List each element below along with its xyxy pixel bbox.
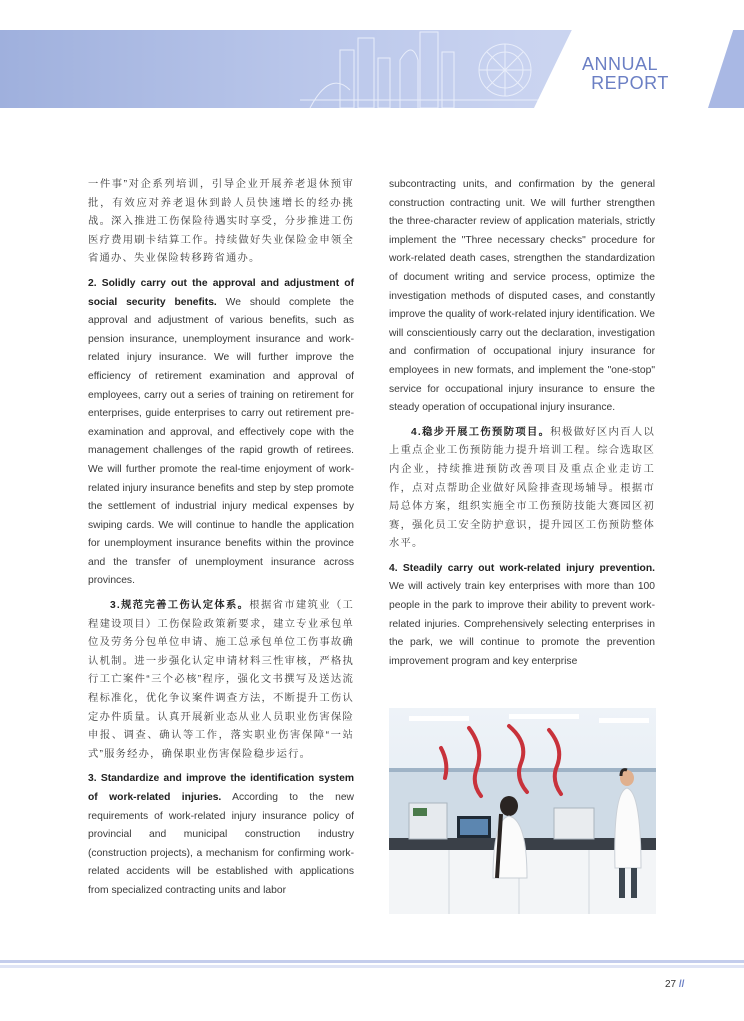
- section-heading-3-en: 3. Standardize and improve the identification system of work-related injuries.: [88, 773, 354, 803]
- page-number-value: 27: [665, 979, 677, 990]
- right-paragraph-en-1: subcontracting units, and confirmation by the general construction contracting unit. We will further strengthen the three-character review of application materials, strictly implement the "Three necessary checks" procedure for work-related death cases, strengthen the standardization of document writing and service process, optimize the investigation methods of disputed cases, and constantly improve the quality of work-related injury identification. We will conscientiously carry out the declaration, investigation and confirmation of occupational injury insurance for employees in new formats, and implement the "one-stop" service for occupational injury insurance to ensure the steady operation of occupational injury insurance.: [389, 179, 655, 414]
- footer-band: [0, 960, 744, 968]
- city-skyline-illustration: [300, 30, 560, 108]
- section-heading-2: 2. Solidly carry out the approval and adjustment of social security benefits.: [88, 277, 354, 308]
- right-paragraph-en-3: [389, 560, 655, 672]
- left-column: [88, 176, 354, 907]
- section-heading-4-zh: 4.稳步开展工伤预防项目。: [411, 426, 551, 438]
- left-paragraph-en-2: [88, 275, 354, 591]
- left-paragraph-zh-1: 一件事”对企系列培训，引导企业开展养老退休预审批，有效应对养老退休到龄人员快速增长的经办挑战。深入推进工伤保险待遇实时享受，分步推进工伤医疗费用刷卡结算工作。持续做好失业保险金申领全省通办、失业保险转移跨省通办。: [88, 179, 354, 265]
- section-heading-3-zh: 3.规范完善工伤认定体系。: [110, 600, 250, 612]
- left-paragraph-en-4: [88, 770, 354, 900]
- page-number-separator: //: [678, 979, 685, 990]
- section-body-4-en: We will actively train key enterprises with more than 100 people in the park to improve their ability to prevent work-related injuries. Comprehensively selecting enterprises in the park, we will continue to promote the prevention improvement program and key enterprise: [389, 581, 655, 667]
- section-body-3-en: According to the new requirements of work-related injury insurance policy of provincial and municipal construction industry (construction projects), a mechanism for confirming work-related accidents will be established with applications from specialized contracting units and labor: [88, 792, 354, 896]
- laboratory-photo-illustration: [389, 708, 656, 914]
- laboratory-photo: [389, 708, 656, 914]
- right-column: [389, 176, 655, 677]
- section-body-2: We should complete the approval and adjustment of various benefits, such as pension insurance, unemployment insurance and work-related injury insurance. We will further improve the efficiency of retirement examination and approval of employees, carry out a series of training on retirement for enterprises, guide enterprises to carry out retirement pre-examination and approval, and effectively cope with the management challenges of the rapid growth of retirees. We will further promote the real-time enjoyment of work-related injury insurance benefits and step by step promote the settlement of industrial injury medical expenses by swiping cards. We will continue to handle the application for unemployment insurance benefits within the province and the transfer of unemployment insurance across provinces.: [88, 296, 355, 587]
- section-body-3-zh: 根据省市建筑业（工程建设项目）工伤保险政策新要求，建立专业承包单位及劳务分包单位申请、施工总承包单位工伤事故确认机制。进一步强化认定申请材料三性审核，严格执行工亡案件“三个必核”程序，强化文书撰写及送达流程标准化，优化争议案件调查方法，不断提升工伤认定办件质量。认真开展新业态从业人员职业伤害保险申报、调查、确认等工作，落实职业伤害保障“一站式”服务经办，确保职业伤害保险稳步运行。: [88, 600, 354, 760]
- report-title: [560, 55, 680, 93]
- report-title-line2: REPORT: [591, 73, 669, 93]
- left-paragraph-zh-3: [88, 597, 354, 764]
- right-paragraph-zh-2: [389, 424, 655, 554]
- section-heading-4-en: 4. Steadily carry out work-related injury prevention.: [389, 562, 655, 574]
- section-body-4-zh: 积极做好区内百人以上重点企业工伤预防能力提升培训工程。综合选取区内企业，持续推进预防改善项目及重点企业走访工作，点对点帮助企业做好风险排查现场辅导。根据市局总体方案，组织实施全市工伤预防技能大赛园区初赛，强化员工安全防护意识，提升园区工伤预防整体水平。: [389, 426, 655, 550]
- page-number: [665, 979, 684, 990]
- report-title-line1: ANNUAL: [581, 54, 659, 74]
